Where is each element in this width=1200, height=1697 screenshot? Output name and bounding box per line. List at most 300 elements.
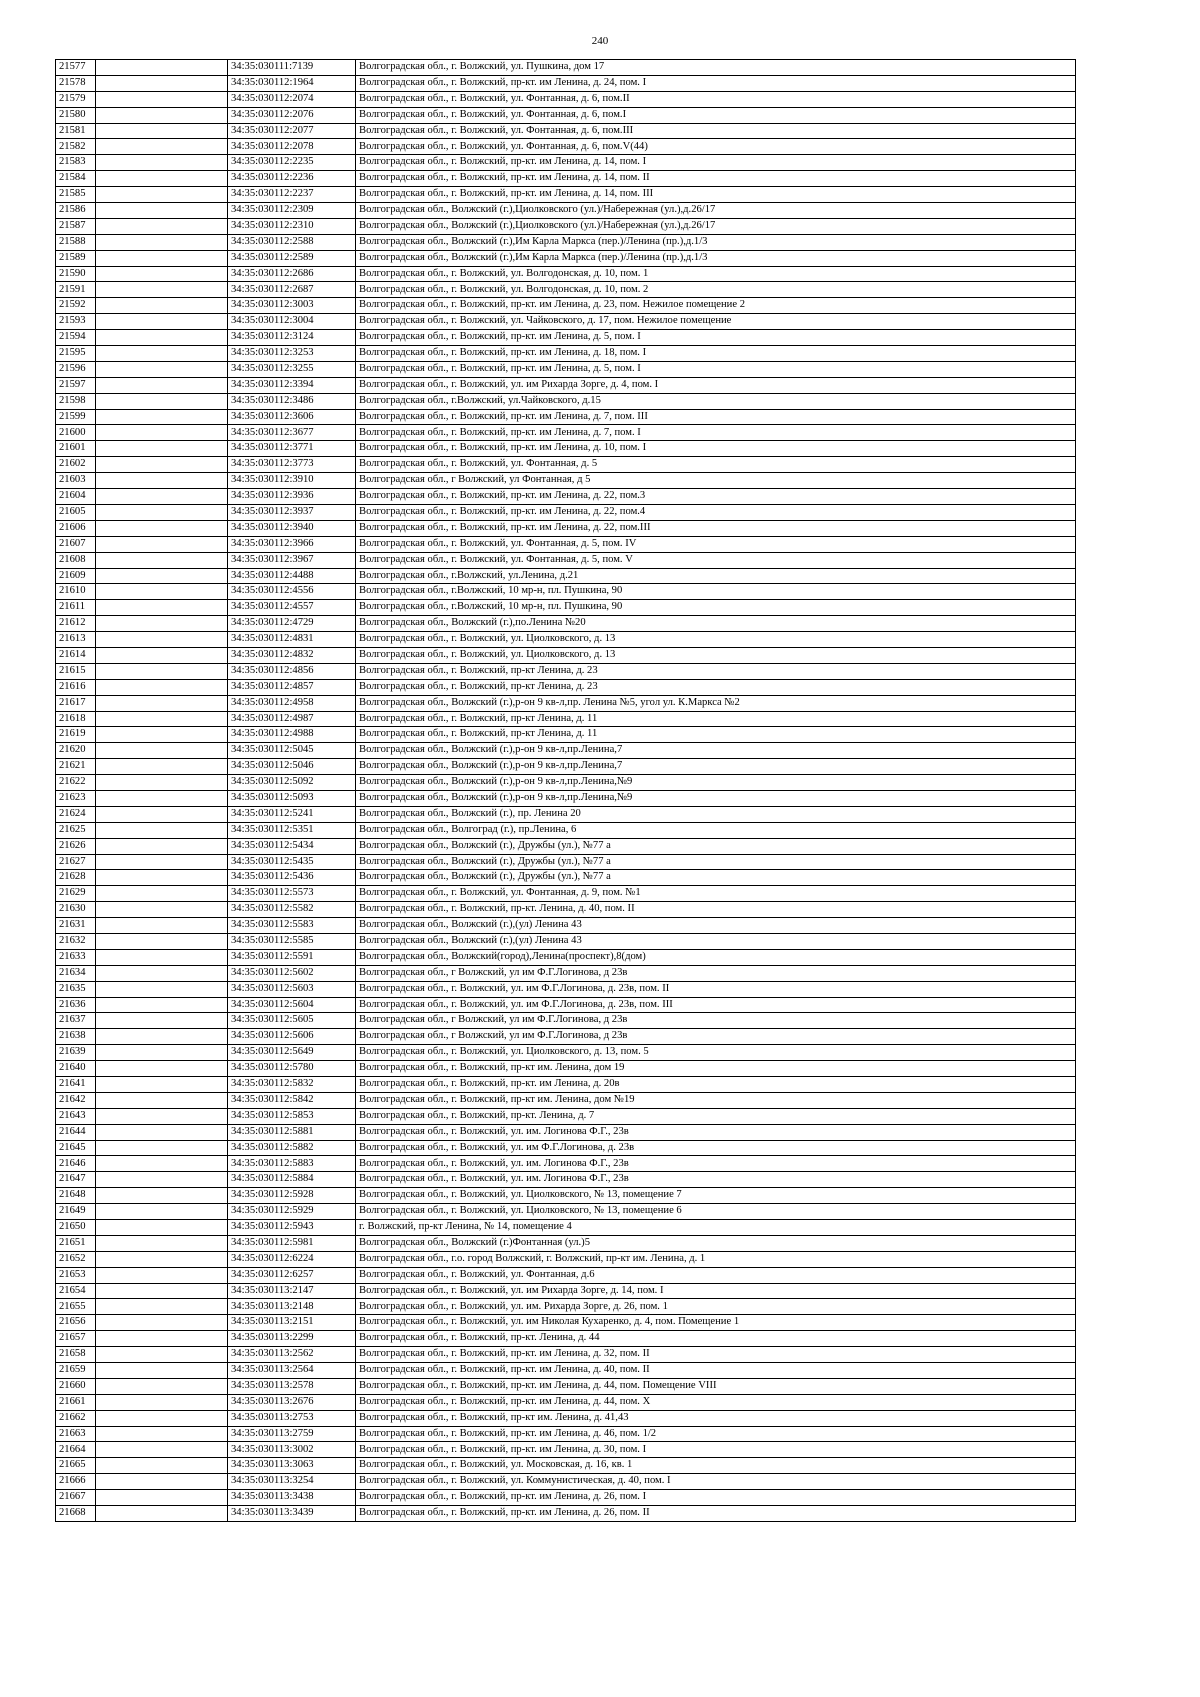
row-number-cell: 21625	[56, 822, 96, 838]
empty-cell	[96, 1331, 228, 1347]
empty-cell	[96, 552, 228, 568]
table-row	[56, 822, 1076, 838]
empty-cell	[96, 806, 228, 822]
row-number-cell: 21579	[56, 91, 96, 107]
cadastral-number-cell: 34:35:030112:4557	[228, 600, 356, 616]
cadastral-number-cell: 34:35:030112:2237	[228, 187, 356, 203]
address-cell: Волгоградская обл., г. Волжский, ул. Фонтанная, д. 6, пом.V(44)	[356, 139, 1076, 155]
table-row	[56, 489, 1076, 505]
address-cell: Волгоградская обл., г. Волжский, пр-кт Ленина, д. 11	[356, 711, 1076, 727]
cadastral-number-cell: 34:35:030113:2759	[228, 1426, 356, 1442]
address-cell: Волгоградская обл., г. Волжский, ул. Циолковского, № 13, помещение 7	[356, 1188, 1076, 1204]
table-row	[56, 1315, 1076, 1331]
empty-cell	[96, 330, 228, 346]
row-number-cell: 21629	[56, 886, 96, 902]
empty-cell	[96, 1108, 228, 1124]
address-cell: Волгоградская обл., г. Волжский, ул. им. Логинова Ф.Г., 23в	[356, 1124, 1076, 1140]
address-cell: Волгоградская обл., г. Волжский, пр-кт. им Ленина, д. 7, пом. I	[356, 425, 1076, 441]
empty-cell	[96, 616, 228, 632]
empty-cell	[96, 584, 228, 600]
cadastral-number-cell: 34:35:030112:4958	[228, 695, 356, 711]
row-number-cell: 21618	[56, 711, 96, 727]
table-row	[56, 695, 1076, 711]
row-number-cell: 21604	[56, 489, 96, 505]
table-row	[56, 1235, 1076, 1251]
row-number-cell: 21608	[56, 552, 96, 568]
address-cell: Волгоградская обл., г. Волжский, ул. им. Рихарда Зорге, д. 26, пом. 1	[356, 1299, 1076, 1315]
table-row	[56, 520, 1076, 536]
cadastral-number-cell: 34:35:030112:5603	[228, 981, 356, 997]
table-row	[56, 727, 1076, 743]
row-number-cell: 21596	[56, 361, 96, 377]
address-cell: Волгоградская обл., г. Волжский, ул. Коммунистическая, д. 40, пом. I	[356, 1474, 1076, 1490]
address-cell: Волгоградская обл., г. Волжский, пр-кт. им Ленина, д. 44, пом. Помещение VIII	[356, 1378, 1076, 1394]
cadastral-number-cell: 34:35:030113:2147	[228, 1283, 356, 1299]
empty-cell	[96, 838, 228, 854]
address-cell: Волгоградская обл., г. Волжский, пр-кт. Ленина, д. 40, пом. II	[356, 902, 1076, 918]
row-number-cell: 21654	[56, 1283, 96, 1299]
empty-cell	[96, 870, 228, 886]
address-cell: Волгоградская обл., Волжский (г.),р-он 9 кв-л,пр.Ленина,7	[356, 759, 1076, 775]
cadastral-number-cell: 34:35:030112:3253	[228, 346, 356, 362]
table-row	[56, 266, 1076, 282]
empty-cell	[96, 775, 228, 791]
empty-cell	[96, 1172, 228, 1188]
empty-cell	[96, 981, 228, 997]
table-row	[56, 1506, 1076, 1522]
cadastral-number-cell: 34:35:030112:3124	[228, 330, 356, 346]
cadastral-number-cell: 34:35:030112:5981	[228, 1235, 356, 1251]
address-cell: Волгоградская обл., г. Волжский, пр-кт. им Ленина, д. 14, пом. III	[356, 187, 1076, 203]
table-row	[56, 473, 1076, 489]
cadastral-number-cell: 34:35:030112:5573	[228, 886, 356, 902]
address-cell: Волгоградская обл., г. Волжский, ул. Фонтанная, д. 6, пом.III	[356, 123, 1076, 139]
cadastral-number-cell: 34:35:030112:5585	[228, 933, 356, 949]
row-number-cell: 21637	[56, 1013, 96, 1029]
empty-cell	[96, 1378, 228, 1394]
table-row	[56, 1140, 1076, 1156]
row-number-cell: 21630	[56, 902, 96, 918]
cadastral-number-cell: 34:35:030112:5832	[228, 1077, 356, 1093]
address-cell: Волгоградская обл., г. Волжский, ул. Фонтанная, д. 5, пом. V	[356, 552, 1076, 568]
address-cell: Волгоградская обл., г. Волжский, ул. им Ф.Г.Логинова, д. 23в, пом. II	[356, 981, 1076, 997]
table-row	[56, 330, 1076, 346]
row-number-cell: 21634	[56, 965, 96, 981]
address-cell: Волгоградская обл., г.Волжский, ул.Ленина, д.21	[356, 568, 1076, 584]
row-number-cell: 21613	[56, 632, 96, 648]
table-row	[56, 918, 1076, 934]
empty-cell	[96, 504, 228, 520]
address-cell: Волгоградская обл., г. Волжский, пр-кт. им Ленина, д. 10, пом. I	[356, 441, 1076, 457]
table-row	[56, 663, 1076, 679]
address-cell: Волгоградская обл., г. Волжский, ул. Чайковского, д. 17, пом. Нежилое помещение	[356, 314, 1076, 330]
row-number-cell: 21651	[56, 1235, 96, 1251]
row-number-cell: 21643	[56, 1108, 96, 1124]
empty-cell	[96, 1426, 228, 1442]
cadastral-number-cell: 34:35:030112:5842	[228, 1092, 356, 1108]
address-cell: Волгоградская обл., г. Волжский, ул. Фонтанная, д. 6, пом.I	[356, 107, 1076, 123]
table-row	[56, 123, 1076, 139]
table-row	[56, 282, 1076, 298]
cadastral-number-cell: 34:35:030112:3966	[228, 536, 356, 552]
table-row	[56, 790, 1076, 806]
empty-cell	[96, 902, 228, 918]
address-cell: Волгоградская обл., г. Волжский, пр-кт. им Ленина, д. 5, пом. I	[356, 361, 1076, 377]
cadastral-number-cell: 34:35:030112:5780	[228, 1061, 356, 1077]
address-cell: Волгоградская обл., г. Волжский, пр-кт. им Ленина, д. 22, пом.3	[356, 489, 1076, 505]
address-cell: Волгоградская обл., г. Волжский, ул. Волгодонская, д. 10, пом. 2	[356, 282, 1076, 298]
address-cell: Волгоградская обл., Волжский (г.),р-он 9 кв-л,пр.Ленина,№9	[356, 790, 1076, 806]
table-row	[56, 234, 1076, 250]
table-row	[56, 1331, 1076, 1347]
row-number-cell: 21628	[56, 870, 96, 886]
cadastral-number-cell: 34:35:030112:4729	[228, 616, 356, 632]
row-number-cell: 21649	[56, 1204, 96, 1220]
cadastral-number-cell: 34:35:030112:4832	[228, 647, 356, 663]
table-row	[56, 171, 1076, 187]
empty-cell	[96, 187, 228, 203]
cadastral-number-cell: 34:35:030112:5582	[228, 902, 356, 918]
address-cell: Волгоградская обл., Волжский (г.),(ул) Ленина 43	[356, 918, 1076, 934]
address-cell: Волгоградская обл., г. Волжский, ул. им Ф.Г.Логинова, д. 23в	[356, 1140, 1076, 1156]
row-number-cell: 21652	[56, 1251, 96, 1267]
empty-cell	[96, 647, 228, 663]
cadastral-number-cell: 34:35:030112:3940	[228, 520, 356, 536]
empty-cell	[96, 1410, 228, 1426]
empty-cell	[96, 1140, 228, 1156]
table-row	[56, 1442, 1076, 1458]
table-row	[56, 552, 1076, 568]
table-row	[56, 1156, 1076, 1172]
address-cell: Волгоградская обл., г. Волжский, пр-кт Ленина, д. 11	[356, 727, 1076, 743]
address-cell: Волгоградская обл., г. Волжский, пр-кт. им Ленина, д. 18, пом. I	[356, 346, 1076, 362]
cadastral-number-cell: 34:35:030112:4556	[228, 584, 356, 600]
cadastral-number-cell: 34:35:030113:3439	[228, 1506, 356, 1522]
cadastral-number-cell: 34:35:030112:5241	[228, 806, 356, 822]
cadastral-number-cell: 34:35:030112:2074	[228, 91, 356, 107]
cadastral-number-cell: 34:35:030113:2299	[228, 1331, 356, 1347]
row-number-cell: 21603	[56, 473, 96, 489]
cadastral-number-cell: 34:35:030113:2676	[228, 1394, 356, 1410]
address-cell: Волгоградская обл., г.Волжский, 10 мр-н, пл. Пушкина, 90	[356, 600, 1076, 616]
empty-cell	[96, 1315, 228, 1331]
table-row	[56, 1204, 1076, 1220]
address-cell: Волгоградская обл., г. Волжский, ул. Фонтанная, д. 9, пом. №1	[356, 886, 1076, 902]
table-row	[56, 616, 1076, 632]
table-row	[56, 759, 1076, 775]
cadastral-number-cell: 34:35:030111:7139	[228, 60, 356, 76]
address-cell: Волгоградская обл., Волжский(город),Ленина(проспект),8(дом)	[356, 949, 1076, 965]
table-row	[56, 854, 1076, 870]
row-number-cell: 21612	[56, 616, 96, 632]
address-cell: Волгоградская обл., Волжский (г.), пр. Ленина 20	[356, 806, 1076, 822]
address-cell: Волгоградская обл., г. Волжский, пр-кт. им Ленина, д. 14, пом. II	[356, 171, 1076, 187]
empty-cell	[96, 1029, 228, 1045]
row-number-cell: 21584	[56, 171, 96, 187]
row-number-cell: 21609	[56, 568, 96, 584]
cadastral-number-cell: 34:35:030112:3773	[228, 457, 356, 473]
cadastral-number-cell: 34:35:030113:2148	[228, 1299, 356, 1315]
table-row	[56, 298, 1076, 314]
row-number-cell: 21640	[56, 1061, 96, 1077]
empty-cell	[96, 266, 228, 282]
table-row	[56, 806, 1076, 822]
table-row	[56, 504, 1076, 520]
property-registry-table	[55, 59, 1076, 1522]
cadastral-number-cell: 34:35:030112:3394	[228, 377, 356, 393]
table-row	[56, 1045, 1076, 1061]
row-number-cell: 21664	[56, 1442, 96, 1458]
empty-cell	[96, 1251, 228, 1267]
row-number-cell: 21639	[56, 1045, 96, 1061]
row-number-cell: 21593	[56, 314, 96, 330]
cadastral-number-cell: 34:35:030112:4488	[228, 568, 356, 584]
address-cell: Волгоградская обл., Волжский (г.),по.Ленина №20	[356, 616, 1076, 632]
empty-cell	[96, 536, 228, 552]
cadastral-number-cell: 34:35:030112:5943	[228, 1220, 356, 1236]
row-number-cell: 21578	[56, 75, 96, 91]
address-cell: Волгоградская обл., г. Волжский, ул. им Ф.Г.Логинова, д. 23в, пом. III	[356, 997, 1076, 1013]
empty-cell	[96, 1458, 228, 1474]
cadastral-number-cell: 34:35:030112:5929	[228, 1204, 356, 1220]
empty-cell	[96, 171, 228, 187]
table-row	[56, 409, 1076, 425]
empty-cell	[96, 1188, 228, 1204]
empty-cell	[96, 568, 228, 584]
address-cell: Волгоградская обл., г Волжский, ул Фонтанная, д 5	[356, 473, 1076, 489]
table-row	[56, 91, 1076, 107]
table-row	[56, 568, 1076, 584]
empty-cell	[96, 711, 228, 727]
empty-cell	[96, 1077, 228, 1093]
empty-cell	[96, 759, 228, 775]
row-number-cell: 21641	[56, 1077, 96, 1093]
empty-cell	[96, 218, 228, 234]
address-cell: Волгоградская обл., г.о. город Волжский, г. Волжский, пр-кт им. Ленина, д. 1	[356, 1251, 1076, 1267]
row-number-cell: 21597	[56, 377, 96, 393]
empty-cell	[96, 743, 228, 759]
address-cell: Волгоградская обл., г. Волжский, ул. Фонтанная, д.6	[356, 1267, 1076, 1283]
cadastral-number-cell: 34:35:030112:5045	[228, 743, 356, 759]
page-number: 240	[591, 35, 609, 47]
row-number-cell: 21648	[56, 1188, 96, 1204]
table-row	[56, 457, 1076, 473]
row-number-cell: 21583	[56, 155, 96, 171]
cadastral-number-cell: 34:35:030112:4831	[228, 632, 356, 648]
table-row	[56, 965, 1076, 981]
address-cell: Волгоградская обл., г. Волжский, пр-кт. им Ленина, д. 23, пом. Нежилое помещение 2	[356, 298, 1076, 314]
address-cell: Волгоградская обл., г. Волжский, ул. Циолковского, № 13, помещение 6	[356, 1204, 1076, 1220]
row-number-cell: 21594	[56, 330, 96, 346]
address-cell: Волгоградская обл., г. Волжский, пр-кт Ленина, д. 23	[356, 663, 1076, 679]
table-row	[56, 361, 1076, 377]
cadastral-number-cell: 34:35:030112:5882	[228, 1140, 356, 1156]
table-row	[56, 1092, 1076, 1108]
empty-cell	[96, 1235, 228, 1251]
table-row	[56, 600, 1076, 616]
row-number-cell: 21621	[56, 759, 96, 775]
row-number-cell: 21646	[56, 1156, 96, 1172]
address-cell: Волгоградская обл., г. Волжский, пр-кт. им Ленина, д. 44, пом. X	[356, 1394, 1076, 1410]
cadastral-number-cell: 34:35:030112:5093	[228, 790, 356, 806]
row-number-cell: 21653	[56, 1267, 96, 1283]
address-cell: Волгоградская обл., Волжский (г.),р-он 9 кв-л,пр.Ленина,7	[356, 743, 1076, 759]
row-number-cell: 21587	[56, 218, 96, 234]
empty-cell	[96, 1061, 228, 1077]
table-row	[56, 1061, 1076, 1077]
address-cell: Волгоградская обл., г. Волжский, пр-кт. им Ленина, д. 32, пом. II	[356, 1347, 1076, 1363]
empty-cell	[96, 1124, 228, 1140]
empty-cell	[96, 1156, 228, 1172]
table-row	[56, 775, 1076, 791]
address-cell: Волгоградская обл., г. Волжский, пр-кт. им Ленина, д. 46, пом. 1/2	[356, 1426, 1076, 1442]
address-cell: Волгоградская обл., г. Волжский, пр-кт. им Ленина, д. 26, пом. I	[356, 1490, 1076, 1506]
cadastral-number-cell: 34:35:030112:5605	[228, 1013, 356, 1029]
cadastral-number-cell: 34:35:030112:4857	[228, 679, 356, 695]
empty-cell	[96, 377, 228, 393]
empty-cell	[96, 695, 228, 711]
registry-body	[56, 60, 1076, 1522]
address-cell: г. Волжский, пр-кт Ленина, № 14, помещение 4	[356, 1220, 1076, 1236]
cadastral-number-cell: 34:35:030113:2578	[228, 1378, 356, 1394]
table-row	[56, 1283, 1076, 1299]
row-number-cell: 21577	[56, 60, 96, 76]
row-number-cell: 21620	[56, 743, 96, 759]
address-cell: Волгоградская обл., Волжский (г.),(ул) Ленина 43	[356, 933, 1076, 949]
address-cell: Волгоградская обл., г. Волжский, ул. им. Логинова Ф.Г., 23в	[356, 1172, 1076, 1188]
table-row	[56, 187, 1076, 203]
row-number-cell: 21626	[56, 838, 96, 854]
row-number-cell: 21624	[56, 806, 96, 822]
row-number-cell: 21627	[56, 854, 96, 870]
table-row	[56, 250, 1076, 266]
table-row	[56, 1490, 1076, 1506]
address-cell: Волгоградская обл., г Волжский, ул им Ф.Г.Логинова, д 23в	[356, 1029, 1076, 1045]
table-row	[56, 1188, 1076, 1204]
table-row	[56, 1267, 1076, 1283]
table-row	[56, 679, 1076, 695]
table-row	[56, 997, 1076, 1013]
cadastral-number-cell: 34:35:030112:5928	[228, 1188, 356, 1204]
row-number-cell: 21667	[56, 1490, 96, 1506]
empty-cell	[96, 489, 228, 505]
cadastral-number-cell: 34:35:030112:2077	[228, 123, 356, 139]
address-cell: Волгоградская обл., г. Волжский, ул. им Рихарда Зорге, д. 4, пом. I	[356, 377, 1076, 393]
table-row	[56, 155, 1076, 171]
cadastral-number-cell: 34:35:030112:3771	[228, 441, 356, 457]
empty-cell	[96, 1394, 228, 1410]
empty-cell	[96, 933, 228, 949]
cadastral-number-cell: 34:35:030112:5591	[228, 949, 356, 965]
empty-cell	[96, 918, 228, 934]
table-row	[56, 203, 1076, 219]
cadastral-number-cell: 34:35:030112:3677	[228, 425, 356, 441]
empty-cell	[96, 123, 228, 139]
cadastral-number-cell: 34:35:030112:5092	[228, 775, 356, 791]
empty-cell	[96, 91, 228, 107]
table-row	[56, 743, 1076, 759]
row-number-cell: 21617	[56, 695, 96, 711]
table-row	[56, 425, 1076, 441]
cadastral-number-cell: 34:35:030112:1964	[228, 75, 356, 91]
address-cell: Волгоградская обл., Волжский (г.), Дружбы (ул.), №77 а	[356, 854, 1076, 870]
cadastral-number-cell: 34:35:030112:3937	[228, 504, 356, 520]
row-number-cell: 21666	[56, 1474, 96, 1490]
table-row	[56, 441, 1076, 457]
row-number-cell: 21632	[56, 933, 96, 949]
empty-cell	[96, 854, 228, 870]
row-number-cell: 21599	[56, 409, 96, 425]
row-number-cell: 21647	[56, 1172, 96, 1188]
row-number-cell: 21607	[56, 536, 96, 552]
row-number-cell: 21595	[56, 346, 96, 362]
empty-cell	[96, 1013, 228, 1029]
address-cell: Волгоградская обл., Волжский (г.),р-он 9 кв-л,пр. Ленина №5, угол ул. К.Маркса №2	[356, 695, 1076, 711]
address-cell: Волгоградская обл., г. Волжский, пр-кт. Ленина, д. 7	[356, 1108, 1076, 1124]
row-number-cell: 21580	[56, 107, 96, 123]
table-row	[56, 1458, 1076, 1474]
cadastral-number-cell: 34:35:030112:5883	[228, 1156, 356, 1172]
row-number-cell: 21600	[56, 425, 96, 441]
empty-cell	[96, 1363, 228, 1379]
address-cell: Волгоградская обл., Волжский (г.),Циолковского (ул.)/Набережная (ул.),д.26/17	[356, 203, 1076, 219]
empty-cell	[96, 822, 228, 838]
address-cell: Волгоградская обл., Волжский (г.),р-он 9 кв-л,пр.Ленина,№9	[356, 775, 1076, 791]
cadastral-number-cell: 34:35:030112:5606	[228, 1029, 356, 1045]
cadastral-number-cell: 34:35:030112:5602	[228, 965, 356, 981]
table-row	[56, 1029, 1076, 1045]
row-number-cell: 21623	[56, 790, 96, 806]
empty-cell	[96, 1204, 228, 1220]
cadastral-number-cell: 34:35:030113:3254	[228, 1474, 356, 1490]
table-row	[56, 1474, 1076, 1490]
cadastral-number-cell: 34:35:030113:2753	[228, 1410, 356, 1426]
table-row	[56, 1394, 1076, 1410]
table-row	[56, 1363, 1076, 1379]
cadastral-number-cell: 34:35:030113:2562	[228, 1347, 356, 1363]
row-number-cell: 21642	[56, 1092, 96, 1108]
table-row	[56, 536, 1076, 552]
row-number-cell: 21615	[56, 663, 96, 679]
table-row	[56, 393, 1076, 409]
row-number-cell: 21616	[56, 679, 96, 695]
row-number-cell: 21592	[56, 298, 96, 314]
empty-cell	[96, 997, 228, 1013]
table-row	[56, 1299, 1076, 1315]
row-number-cell: 21644	[56, 1124, 96, 1140]
cadastral-number-cell: 34:35:030112:3486	[228, 393, 356, 409]
row-number-cell: 21636	[56, 997, 96, 1013]
row-number-cell: 21588	[56, 234, 96, 250]
row-number-cell: 21610	[56, 584, 96, 600]
table-row	[56, 584, 1076, 600]
cadastral-number-cell: 34:35:030112:4988	[228, 727, 356, 743]
table-row	[56, 711, 1076, 727]
empty-cell	[96, 1490, 228, 1506]
cadastral-number-cell: 34:35:030112:5604	[228, 997, 356, 1013]
row-number-cell: 21657	[56, 1331, 96, 1347]
empty-cell	[96, 663, 228, 679]
table-row	[56, 886, 1076, 902]
empty-cell	[96, 1045, 228, 1061]
cadastral-number-cell: 34:35:030112:3606	[228, 409, 356, 425]
row-number-cell: 21635	[56, 981, 96, 997]
table-row	[56, 1426, 1076, 1442]
row-number-cell: 21658	[56, 1347, 96, 1363]
empty-cell	[96, 1267, 228, 1283]
address-cell: Волгоградская обл., г. Волжский, ул. Фонтанная, д. 5	[356, 457, 1076, 473]
address-cell: Волгоградская обл., г. Волжский, пр-кт. им Ленина, д. 40, пом. II	[356, 1363, 1076, 1379]
